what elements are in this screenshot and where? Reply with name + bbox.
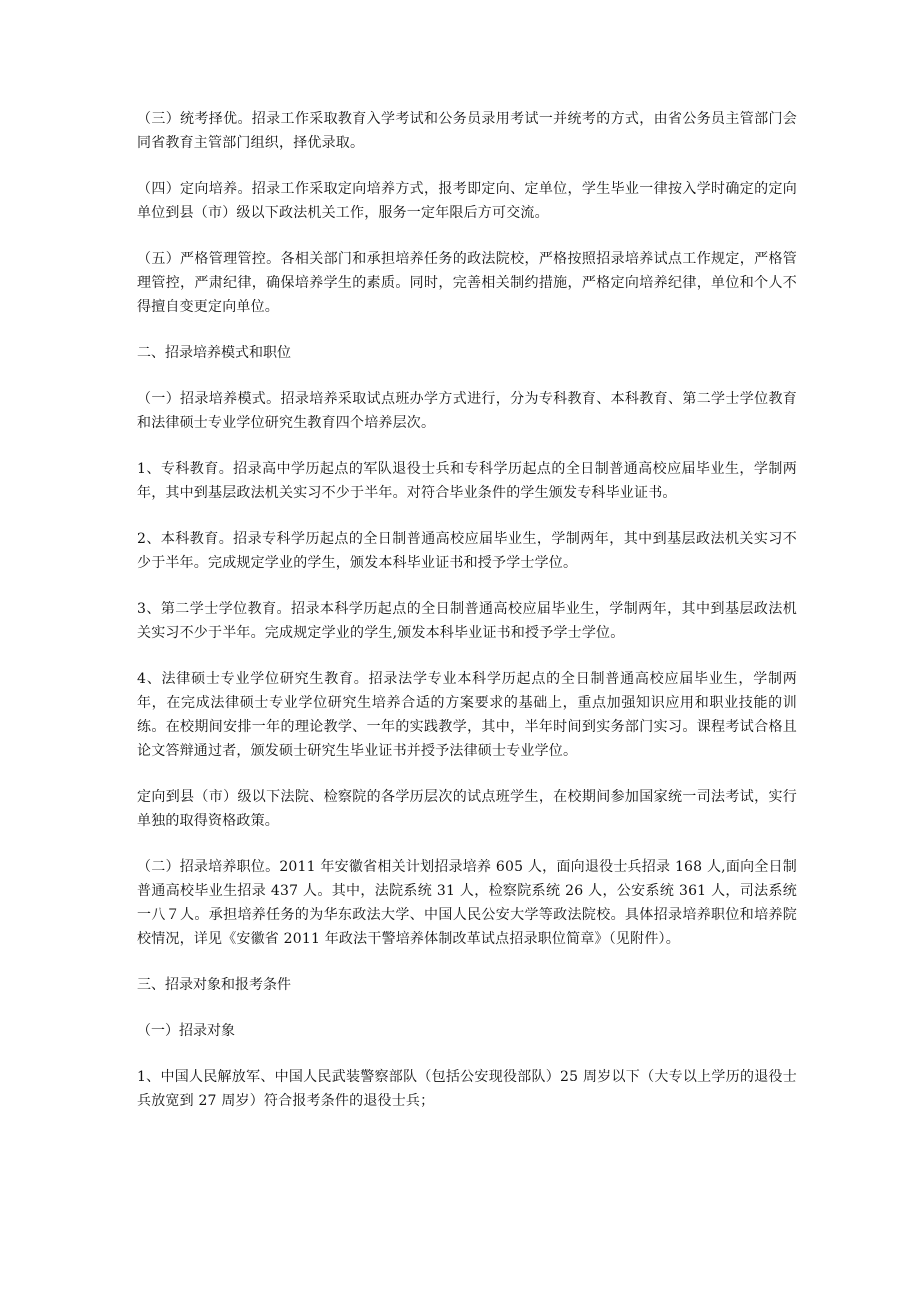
paragraph-positions: （二）招录培养职位。2011 年安徽省相关计划招录培养 605 人，面向退役士兵招录 168 人,面向全日制普通高校毕业生招录 437 人。其中，法院系统 31 人，检察院系统 26 人，公安系统 361 人，司法系统一八７人。承担培养任务的为华东政法大学、中国人民公安大学等政法院校。具体招录培养职位和培养院校情况，详见《安徽省 2011 年政法干警培养体制改革试点招录职位简章》（见附件）。 <box>137 859 797 947</box>
paragraph-training-mode: （一）招录培养模式。招录培养采取试点班办学方式进行，分为专科教育、本科教育、第二学士学位教育和法律硕士专业学位研究生教育四个培养层次。 <box>137 391 797 431</box>
paragraph-unified-exam: （三）统考择优。招录工作采取教育入学考试和公务员录用考试一并统考的方式，由省公务员主管部门会同省教育主管部门组织，择优录取。 <box>137 111 797 151</box>
section-heading-recruitment-targets: 三、招录对象和报考条件 <box>137 977 291 993</box>
paragraph-undergraduate: 2、本科教育。招录专科学历起点的全日制普通高校应届毕业生，学制两年，其中到基层政法机关实习不少于半年。完成规定学业的学生，颁发本科毕业证书和授予学士学位。 <box>137 531 797 571</box>
document-body <box>137 107 797 1135</box>
subheading-recruitment-targets: （一）招录对象 <box>137 1023 235 1039</box>
section-heading-training-mode: 二、招录培养模式和职位 <box>137 345 291 361</box>
paragraph-second-bachelor: 3、第二学士学位教育。招录本科学历起点的全日制普通高校应届毕业生，学制两年，其中到基层政法机关实习不少于半年。完成规定学业的学生,颁发本科毕业证书和授予学士学位。 <box>137 601 797 641</box>
paragraph-directed-training: （四）定向培养。招录工作采取定向培养方式，报考即定向、定单位，学生毕业一律按入学时确定的定向单位到县（市）级以下政法机关工作，服务一定年限后方可交流。 <box>137 181 797 221</box>
paragraph-judicial-exam: 定向到县（市）级以下法院、检察院的各学历层次的试点班学生，在校期间参加国家统一司法考试，实行单独的取得资格政策。 <box>137 789 797 829</box>
paragraph-veteran-soldiers: 1、中国人民解放军、中国人民武装警察部队（包括公安现役部队）25 周岁以下（大专以上学历的退役士兵放宽到 27 周岁）符合报考条件的退役士兵； <box>137 1069 797 1109</box>
paragraph-master-law: 4、法律硕士专业学位研究生教育。招录法学专业本科学历起点的全日制普通高校应届毕业生，学制两年，在完成法律硕士专业学位研究生培养合适的方案要求的基础上，重点加强知识应用和职业技能的训练。在校期间安排一年的理论教学、一年的实践教学，其中，半年时间到实务部门实习。课程考试合格且论文答辩通过者，颁发硕士研究生毕业证书并授予法律硕士专业学位。 <box>137 671 797 759</box>
paragraph-strict-management: （五）严格管理管控。各相关部门和承担培养任务的政法院校，严格按照招录培养试点工作规定，严格管理管控，严肃纪律，确保培养学生的素质。同时，完善相关制约措施，严格定向培养纪律，单位和个人不得擅自变更定向单位。 <box>137 251 797 315</box>
paragraph-junior-college: 1、专科教育。招录高中学历起点的军队退役士兵和专科学历起点的全日制普通高校应届毕业生，学制两年，其中到基层政法机关实习不少于半年。对符合毕业条件的学生颁发专科毕业证书。 <box>137 461 797 501</box>
